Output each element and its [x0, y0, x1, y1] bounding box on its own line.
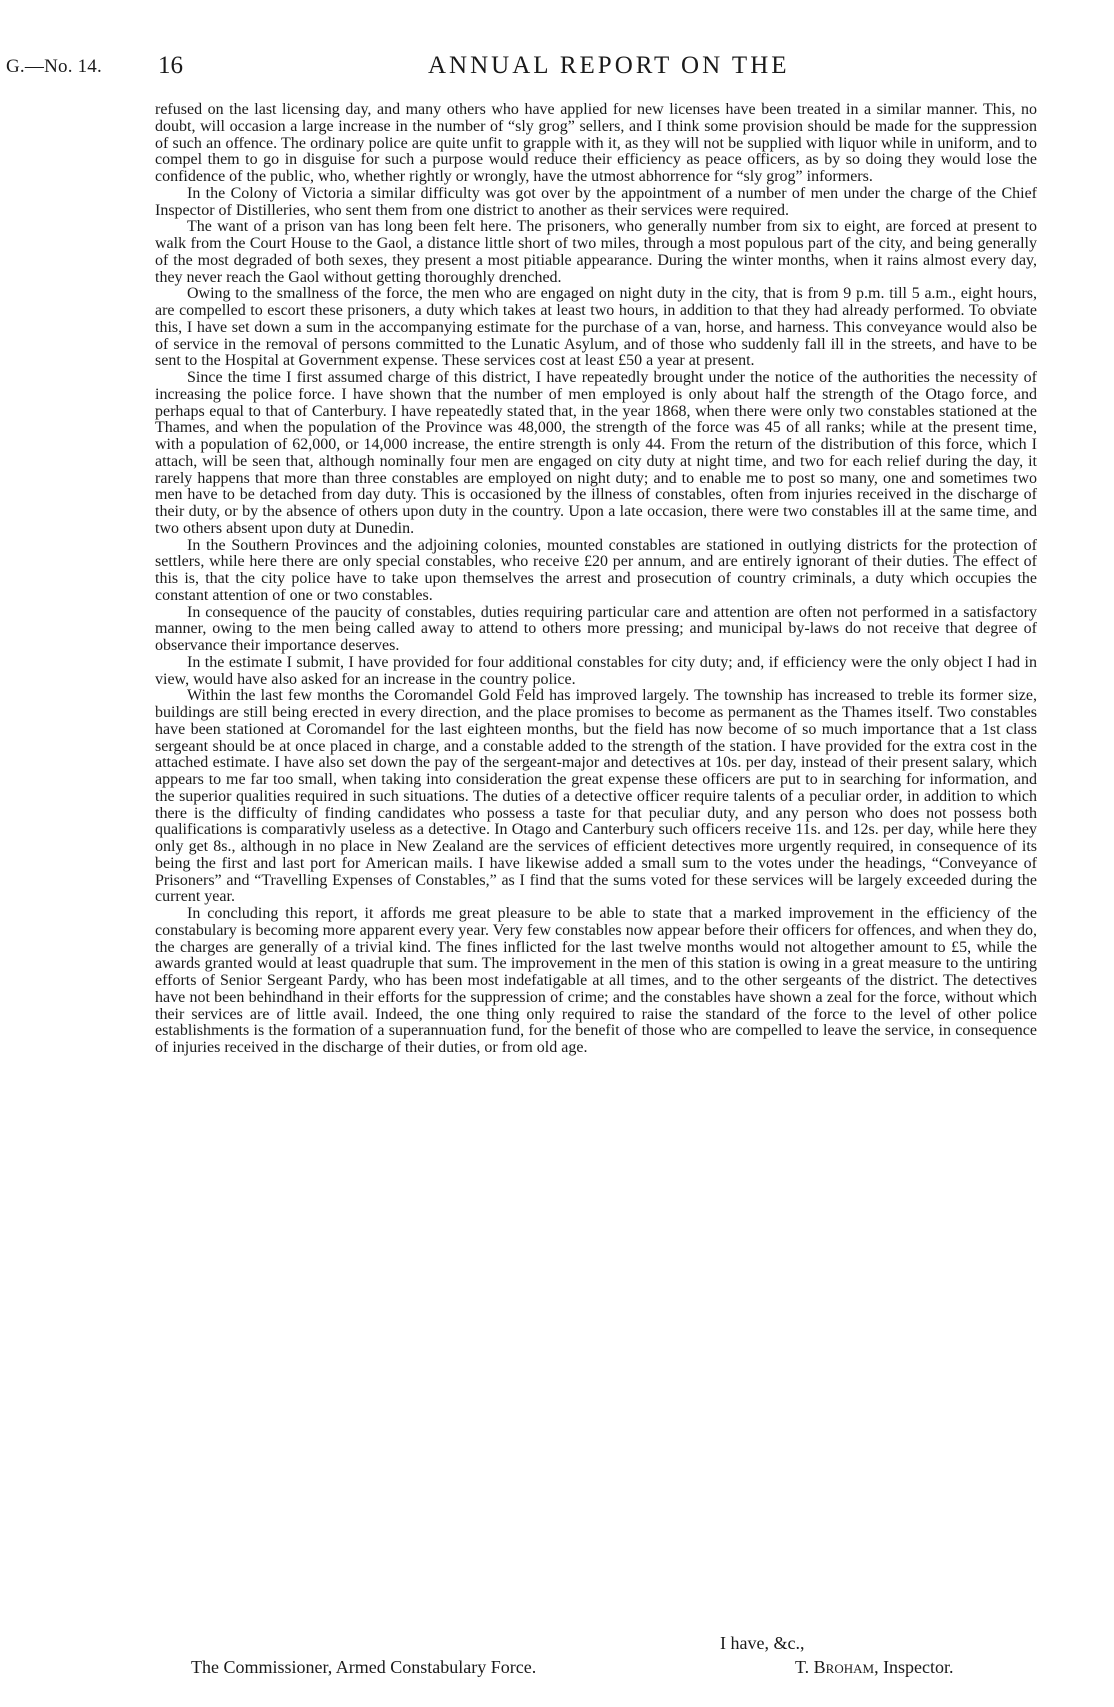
paragraph-estimate: In the estimate I submit, I have provided for four additional constables for city duty; and, if efficiency were the only object I had in view, would have also asked for an increase in the country police.: [155, 653, 1037, 688]
document-reference: G.—No. 14.: [6, 56, 102, 77]
paragraph-prison-van: The want of a prison van has long been felt here. The prisoners, who generally number from six to eight, are forced at present to walk from the Court House to the Gaol, a distance little short of two miles, through a most populous part of the city, and being generally of the most degraded of both sexes, they present a most pitiable appearance. During the winter months, when it rains almost every day, they never reach the Gaol without getting thoroughly drenched.: [155, 218, 1037, 286]
paragraph-sly-grog: refused on the last licensing day, and many others who have applied for new licenses have been treated in a similar manner. This, no doubt, will occasion a large increase in the number of “sly grog” sellers, and I think some provision should be made for the suppression of such an offence. The ordinary police are quite unfit to grapple with it, as they will not be supplied with liquor while in uniform, and to compel them to go in disguise for such a purpose would reduce their efficiency as peace officers, as by so doing they would lose the confidence of the public, who, whether rightly or wrongly, have the utmost abhorrence for “sly grog” informers.: [155, 101, 1037, 185]
running-title: ANNUAL REPORT ON THE: [428, 52, 790, 79]
page-number: 16: [158, 52, 183, 79]
paragraph-southern-provinces: In the Southern Provinces and the adjoining colonies, mounted constables are stationed in outlying districts for the protection of settlers, while here there are only special constables, who receive £20 per annum, and are entirely ignorant of their duties. The effect of this is, that the city police have to take upon themselves the arrest and prosecution of country criminals, a duty which occupies the constant attention of one or two constables.: [155, 536, 1037, 604]
page-header: [0, 52, 1114, 92]
paragraph-night-duty: Owing to the smallness of the force, the men who are engaged on night duty in the city, that is from 9 p.m. till 5 a.m., eight hours, are compelled to escort these prisoners, a duty which takes at least two hours, in addition to that they had already performed. To obviate this, I have set down a sum in the accompanying estimate for the purchase of a van, horse, and harness. This conveyance would also be of service in the removal of persons committed to the Lunatic Asylum, and of those who suddenly fall ill in the streets, and have to be sent to the Hospital at Government expense. These services cost at least £50 a year at present.: [155, 285, 1037, 370]
paragraph-coromandel: Within the last few months the Coromandel Gold Feld has improved largely. The township has increased to treble its former size, buildings are still being erected in every direction, and the place promises to become as permanent as the Thames itself. Two constables have been stationed at Coromandel for the last eighteen months, but the field has now become of so much importance that a 1st class sergeant should be at once placed in charge, and a constable added to the strength of the station. I have provided for the extra cost in the attached estimate. I have also set down the pay of the sergeant-major and detectives at 10s. per day, instead of their present salary, which appears to me far too small, when taking into consideration the great expense these officers are put to in searching for information, and the superior qualities required in such situations. The duties of a detective officer require talents of a peculiar order, in addition to which there is the difficulty of finding candidates who possess a taste for that peculiar duty, and any person who does not possess both qualifications is comparativly useless as a detective. In Otago and Canterbury such officers receive 11s. and 12s. per day, while here they only get 8s., although in no place in New Zealand are the services of efficient detectives more urgently required, in consequence of its being the first and last port for American mails. I have likewise added a small sum to the votes under the headings, “Conveyance of Prisoners” and “Travelling Expenses of Constables,” as I find that the sums voted for these services will be largely exceeded during the current year.: [155, 687, 1037, 906]
paragraph-force-strength: Since the time I first assumed charge of this district, I have repeatedly brought under the notice of the authorities the necessity of increasing the police force. I have shown that the number of men employed is only about half the strength of the Otago force, and perhaps equal to that of Canterbury. I have repeatedly stated that, in the year 1868, when there were only two constables stationed at the Thames, and when the population of the Province was 48,000, the strength of the force was 45 of all ranks; while at the present time, with a population of 62,000, or 14,000 increase, the entire strength is only 44. From the return of the distribution of this force, which I attach, will be seen that, although nominally four men are engaged on city duty at night time, and two for each relief during the day, it rarely happens that more than three constables are employed on night duty; and to enable me to post so many, one and sometimes two men have to be detached from day duty. This is occasioned by the illness of constables, often from injuries received in the discharge of their duty, or by the absence of others upon duty in the country. Upon a late occasion, there were two constables ill at the same time, and two others absent upon duty at Dunedin.: [155, 369, 1037, 537]
addressee: The Commissioner, Armed Constabulary Force.: [191, 1657, 537, 1677]
signature-name: T. Broham: [795, 1657, 875, 1677]
signature: [795, 1657, 954, 1678]
paragraph-paucity: In consequence of the paucity of constables, duties requiring particular care and attention are often not performed in a satisfactory manner, owing to the men being called away to attend to others more pressing; and municipal by-laws do not receive that degree of observance their importance deserves.: [155, 603, 1037, 654]
closing-phrase: I have, &c.,: [720, 1633, 805, 1653]
paragraph-concluding: In concluding this report, it affords me great pleasure to be able to state that a marked improvement in the efficiency of the constabulary is becoming more apparent every year. Very few constables now appear before their officers for offences, and when they do, the charges are generally of a trivial kind. The fines inflicted for the last twelve months would not altogether amount to £5, while the awards granted would at least quadruple that sum. The improvement in the men of this station is owing in a great measure to the untiring efforts of Senior Sergeant Pardy, who has been most indefatigable at all times, and to the other sergeants of the district. The detectives have not been behindhand in their efforts for the suppression of crime; and the constables have shown a zeal for the force, without which their services are of little avail. Indeed, the one thing only required to raise the standard of the force to the level of other police establishments is the formation of a superannuation fund, for the benefit of those who are compelled to leave the service, in consequence of injuries received in the discharge of their duties, or from old age.: [155, 905, 1037, 1056]
letter-closing: [155, 1633, 1037, 1693]
report-body: [155, 102, 1037, 1057]
signature-title: , Inspector.: [874, 1657, 954, 1677]
paragraph-victoria: In the Colony of Victoria a similar difficulty was got over by the appointment of a number of men under the charge of the Chief Inspector of Distilleries, who sent them from one district to another as their services were required.: [155, 184, 1037, 219]
